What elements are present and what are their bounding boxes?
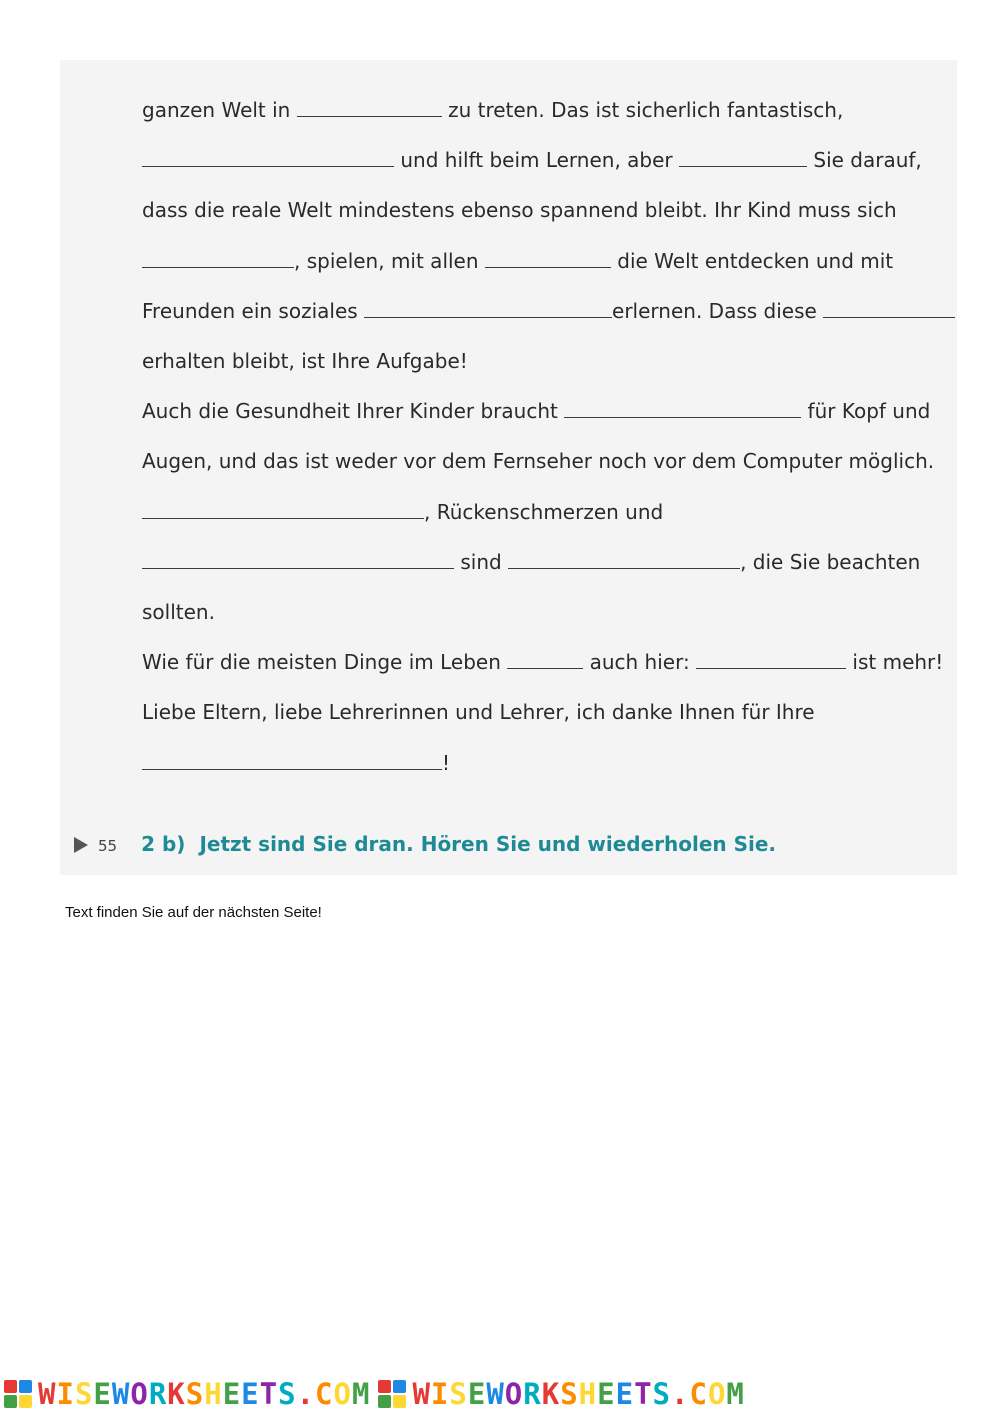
text-line [142,249,893,273]
logo-icon [378,1380,406,1408]
exercise-instruction: Jetzt sind Sie dran. Hören Sie und wiederholen Sie. [199,832,777,856]
line-text: Sie darauf, [807,148,922,173]
line-text: , spielen, mit allen [294,248,485,273]
brand-text: WISEWORKSHEETS.COM [38,1377,371,1411]
line-text: dass die reale Welt mindestens ebenso spannend bleibt. Ihr Kind muss sich [142,198,897,223]
track-number: 55 [98,837,118,855]
text-line [142,500,663,524]
fill-in-blank[interactable] [679,148,807,167]
line-text: , die Sie beachten [740,549,921,574]
brand-logo [378,1379,744,1409]
line-text: auch hier: [583,650,697,675]
text-line [142,550,920,574]
line-text: Auch die Gesundheit Ihrer Kinder braucht [142,399,565,424]
fill-in-blank[interactable] [142,500,424,519]
brand-text: WISEWORKSHEETS.COM [412,1377,745,1411]
logo-icon [4,1380,32,1408]
text-line [142,349,468,373]
text-line [142,600,215,624]
line-text: erlernen. Dass diese [612,298,824,323]
text-line [142,299,955,323]
fill-in-blank[interactable] [364,299,612,318]
text-line [142,751,450,775]
fill-in-blank[interactable] [823,299,955,318]
text-line [142,198,897,222]
line-text: Augen, und das ist weder vor dem Fernseher noch vor dem Computer möglich. [142,449,935,474]
fill-in-blank[interactable] [485,249,611,268]
line-text: ist mehr! [846,650,944,675]
fill-in-blank[interactable] [142,249,294,268]
line-text: für Kopf und [801,399,931,424]
line-text: ganzen Welt in [142,98,297,122]
text-line [142,449,934,473]
fill-in-blank[interactable] [142,148,394,167]
next-page-note: Text finden Sie auf der nächsten Seite! [65,904,322,921]
fill-in-blank[interactable] [507,650,583,669]
footer-watermark [4,1378,996,1410]
play-icon[interactable] [74,837,88,853]
line-text: ! [442,750,451,775]
exercise-heading [74,832,776,856]
line-text: , Rückenschmerzen und [424,499,664,524]
exercise-number: 2 b) [141,832,186,856]
fill-in-blank[interactable] [142,550,454,569]
line-text: erhalten bleibt, ist Ihre Aufgabe! [142,349,468,373]
text-line [142,399,930,423]
fill-in-blank[interactable] [696,650,846,669]
fill-in-blank[interactable] [142,751,442,770]
line-text: Freunden ein soziales [142,298,365,323]
line-text: sind [454,549,509,574]
text-line [142,148,922,172]
text-line [142,98,843,122]
fill-in-blank[interactable] [297,98,442,117]
line-text: zu treten. Das ist sicherlich fantastisch, [441,98,844,122]
fill-in-blank[interactable] [564,399,801,418]
line-text: und hilft beim Lernen, aber [394,148,680,173]
text-line [142,650,943,674]
line-text: Liebe Eltern, liebe Lehrerinnen und Lehrer, ich danke Ihnen für Ihre [142,700,815,725]
line-text: Wie für die meisten Dinge im Leben [142,650,508,675]
brand-logo [4,1379,370,1409]
line-text: sollten. [142,600,215,624]
fill-in-blank[interactable] [508,550,740,569]
text-line [142,700,815,724]
line-text: die Welt entdecken und mit [610,248,894,273]
